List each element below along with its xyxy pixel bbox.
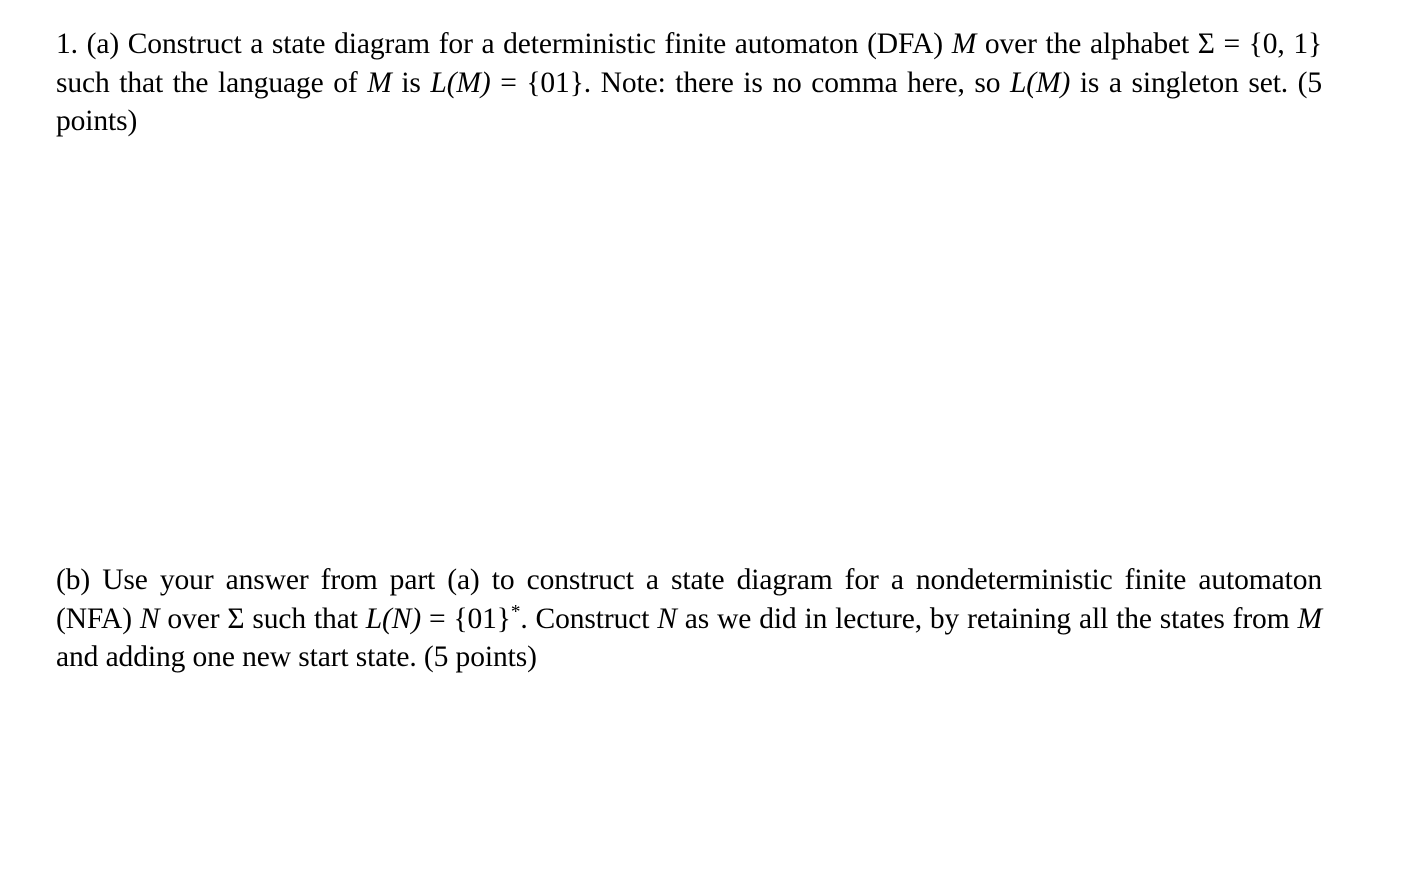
part-b-text-3: such that [252,602,358,635]
language-of-n: L(N) [365,602,422,635]
part-b-text-4: . Construct [520,602,650,635]
problem-number: 1. [56,28,78,60]
part-b-label: (b) [56,564,91,596]
part-a-text-6: is a singleton set. (5 points) [56,66,1323,137]
language-of-m: L(M) [1010,66,1071,99]
var-m: M [1297,602,1322,635]
var-n: N [139,602,160,635]
var-m: M [951,28,977,60]
part-b-text-6: and adding one new start state. (5 points) [56,641,537,673]
sigma-symbol: Σ [227,602,245,635]
part-a-text-2: over the alphabet [984,28,1190,60]
part-b-text-2: over [167,602,220,635]
problem-1-part-a [56,25,1322,141]
part-a-text-3: such that the language of [56,66,358,99]
part-a-text-4: is [401,66,421,99]
part-a-text-5: . Note: there is no comma here, so [583,66,1001,99]
problem-1-part-b [56,561,1322,677]
language-of-m: L(M) [430,66,491,99]
var-n: N [657,602,677,635]
kleene-star: * [510,600,521,622]
part-b-text-5: as we did in lecture, by retaining all the states from [684,602,1290,635]
var-m: M [367,66,392,99]
part-a-text-1: Construct a state diagram for a deterministic finite automaton (DFA) [127,28,944,60]
part-b-text-1: Use your answer from part (a) to construct a state diagram for a nondeterministic finite automaton (NFA) [56,564,1323,635]
language-set: = {01} [500,66,584,99]
language-set: = {01} [428,602,511,635]
sigma-definition: Σ = {0, 1} [1197,28,1323,60]
part-a-label: (a) [86,28,120,60]
